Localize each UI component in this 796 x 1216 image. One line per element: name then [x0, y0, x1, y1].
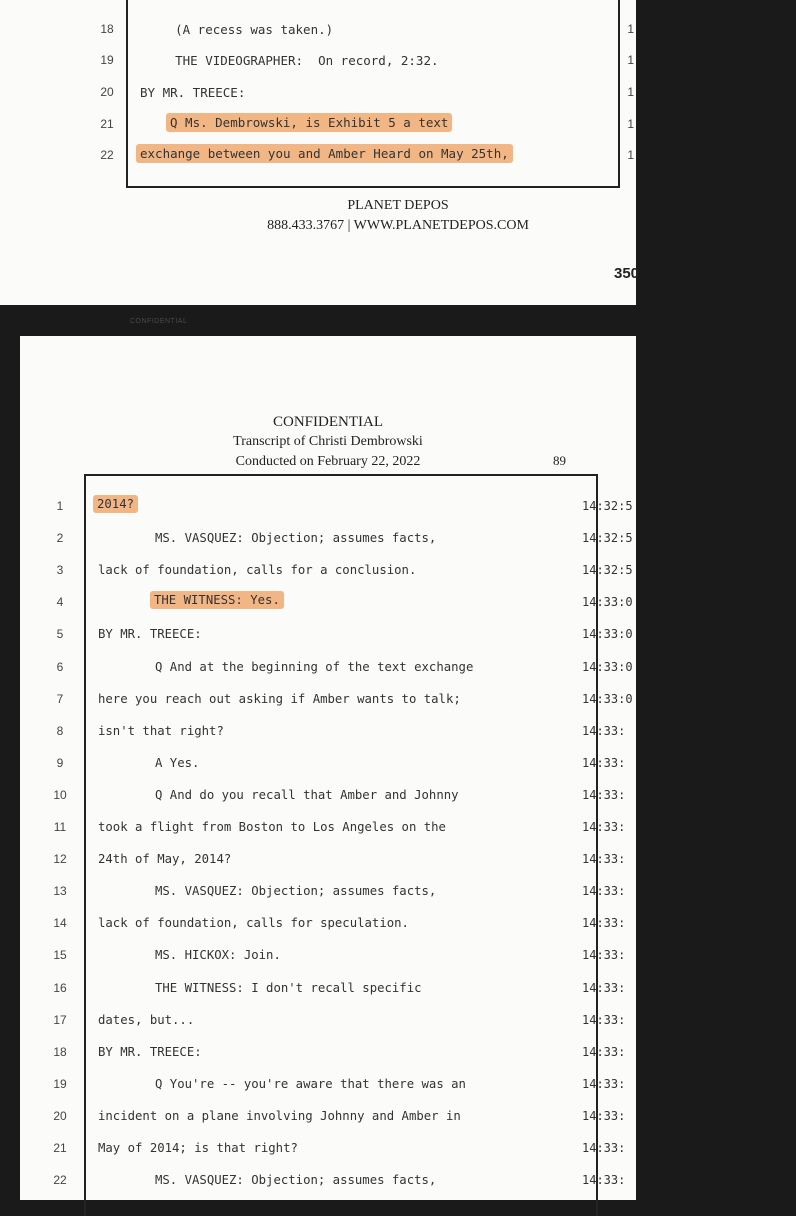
transcript-line: (A recess was taken.) [145, 22, 334, 37]
line-number: 22 [100, 148, 114, 162]
transcript-line [166, 115, 452, 130]
timestamp: 14:32:5 [582, 563, 633, 577]
confidential-strip: CONFIDENTIAL [130, 318, 188, 325]
transcript-line: BY MR. TREECE: [98, 1045, 202, 1059]
footer-contact: 888.433.3767 | WWW.PLANETDEPOS.COM [267, 218, 529, 233]
transcript-line: MS. HICKOX: Join. [155, 948, 281, 962]
transcript-line [93, 497, 138, 511]
line-number: 7 [56, 692, 64, 706]
header-date: Conducted on February 22, 2022 [235, 454, 421, 469]
line-number: 19 [53, 1077, 67, 1091]
transcript-line: lack of foundation, calls for speculation. [98, 916, 409, 930]
highlight: Q Ms. Dembrowski, is Exhibit 5 a text [166, 113, 452, 132]
line-number: 13 [53, 884, 67, 898]
transcript-box [84, 474, 598, 1216]
transcript-line: May of 2014; is that right? [98, 1141, 298, 1155]
timestamp: 14:33: [582, 1173, 626, 1187]
line-number: 9 [56, 756, 64, 770]
timestamp: 14:33:0 [582, 627, 633, 641]
timestamp: 14:33: [582, 981, 626, 995]
line-number: 18 [53, 1045, 67, 1059]
timestamp: 14:33: [582, 948, 626, 962]
timestamp: 14:33: [582, 1045, 626, 1059]
line-number: 12 [53, 852, 67, 866]
transcript-page [20, 336, 636, 1200]
line-number: 20 [53, 1109, 67, 1123]
page-number: 350 [614, 265, 640, 282]
transcript-line: isn't that right? [98, 724, 224, 738]
transcript-line: A Yes. [155, 756, 200, 770]
timestamp: 14:33:0 [582, 595, 633, 609]
previous-page [0, 0, 640, 305]
line-number: 21 [53, 1141, 67, 1155]
timestamp: 14:32:5 [582, 499, 633, 513]
transcript-line [150, 593, 284, 607]
timestamp: 14:33: [582, 1109, 626, 1123]
timestamp: 14:33:0 [582, 660, 633, 674]
line-number: 10 [53, 788, 67, 802]
timestamp: 14:32:5 [582, 531, 633, 545]
timestamp: 14:33: [582, 756, 626, 770]
line-number: 6 [56, 660, 64, 674]
line-number: 21 [100, 117, 114, 131]
line-number: 19 [100, 53, 114, 67]
timestamp: 14:33: [582, 916, 626, 930]
timestamp: 14:33: [582, 1141, 626, 1155]
transcript-line: took a flight from Boston to Los Angeles on the [98, 820, 446, 834]
line-number: 20 [100, 85, 114, 99]
page-number: 89 [553, 453, 566, 468]
transcript-line: incident on a plane involving Johnny and Amber in [98, 1109, 461, 1123]
transcript-line: 24th of May, 2014? [98, 852, 232, 866]
line-number: 15 [53, 948, 67, 962]
footer-company: PLANET DEPOS [347, 198, 449, 213]
timestamp: 14:33: [582, 1077, 626, 1091]
line-number: 22 [53, 1173, 67, 1187]
right-margin-mark: 1 [627, 22, 634, 36]
timestamp: 14:33: [582, 788, 626, 802]
line-number: 3 [56, 563, 64, 577]
transcript-line: BY MR. TREECE: [140, 85, 246, 100]
header-title: Transcript of Christi Dembrowski [233, 434, 423, 449]
line-number: 18 [100, 22, 114, 36]
timestamp: 14:33: [582, 1013, 626, 1027]
timestamp: 14:33: [582, 852, 626, 866]
timestamp: 14:33: [582, 724, 626, 738]
highlight: exchange between you and Amber Heard on May 25th, [136, 144, 513, 163]
line-number: 14 [53, 916, 67, 930]
line-number: 11 [53, 820, 67, 834]
transcript-line: THE WITNESS: I don't recall specific [155, 981, 422, 995]
header-confidential: CONFIDENTIAL [273, 414, 383, 430]
transcript-line [136, 146, 513, 161]
transcript-line: Q And at the beginning of the text exchange [155, 660, 474, 674]
highlight: THE WITNESS: Yes. [150, 591, 284, 609]
timestamp: 14:33: [582, 820, 626, 834]
line-number: 8 [56, 724, 64, 738]
timestamp: 14:33: [582, 884, 626, 898]
transcript-line: here you reach out asking if Amber wants to talk; [98, 692, 461, 706]
line-number: 2 [56, 531, 64, 545]
transcript-line: MS. VASQUEZ: Objection; assumes facts, [155, 531, 437, 545]
transcript-line: BY MR. TREECE: [98, 627, 202, 641]
line-number: 17 [53, 1013, 67, 1027]
right-margin-mark: 1 [627, 117, 634, 131]
timestamp: 14:33:0 [582, 692, 633, 706]
transcript-line: MS. VASQUEZ: Objection; assumes facts, [155, 884, 437, 898]
transcript-line: Q And do you recall that Amber and Johnny [155, 788, 459, 802]
line-number: 1 [56, 499, 64, 513]
transcript-line: lack of foundation, calls for a conclusion. [98, 563, 417, 577]
highlight: 2014? [93, 495, 138, 513]
transcript-line: Q You're -- you're aware that there was an [155, 1077, 466, 1091]
line-number: 5 [56, 627, 64, 641]
right-margin-mark: 1 [627, 85, 634, 99]
transcript-line: THE VIDEOGRAPHER: On record, 2:32. [145, 53, 439, 68]
transcript-line: dates, but... [98, 1013, 195, 1027]
right-margin-mark: 1 [627, 148, 634, 162]
line-number: 16 [53, 981, 67, 995]
right-margin-mark: 1 [627, 53, 634, 67]
transcript-line: MS. VASQUEZ: Objection; assumes facts, [155, 1173, 437, 1187]
line-number: 4 [56, 595, 64, 609]
